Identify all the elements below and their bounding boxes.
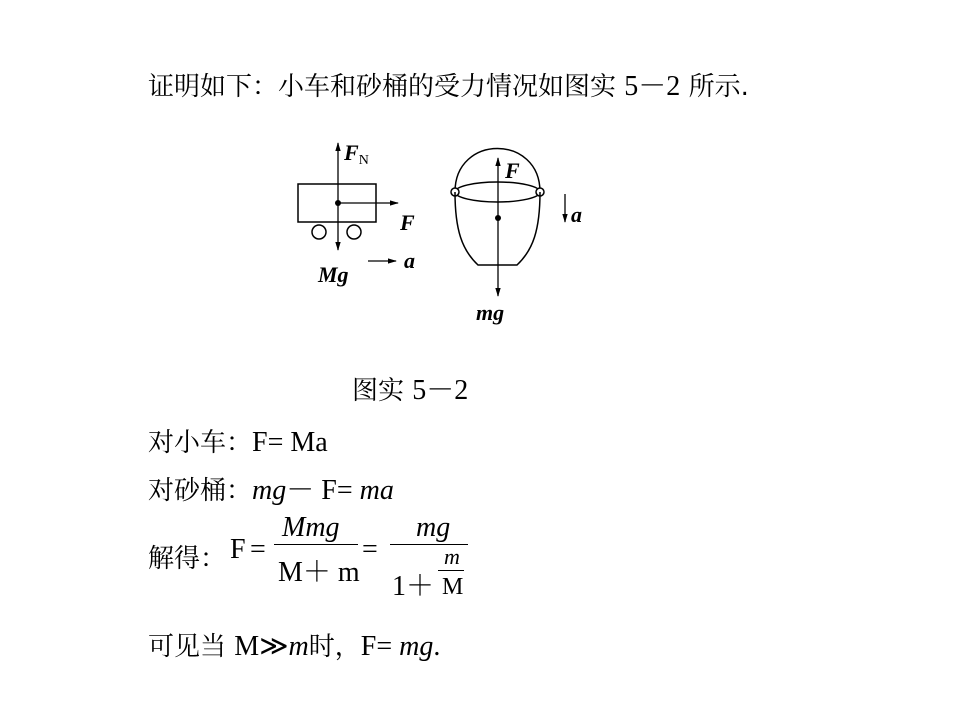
equation-conclusion <box>148 632 440 662</box>
bucket <box>451 149 582 326</box>
solution-inner-bar <box>438 570 464 571</box>
solution-fraction1-numerator: Mmg <box>282 512 340 543</box>
equation-bucket <box>148 476 394 506</box>
figure-caption <box>352 368 468 408</box>
intro-end: 所示. <box>688 72 749 102</box>
solution-prefix: 解得： <box>148 544 227 574</box>
caption-text: 图实 <box>352 376 405 406</box>
solution-inner-numerator: m <box>444 544 460 569</box>
equation-bucket-minus-F: － F <box>286 475 337 506</box>
label-car-acceleration: a <box>404 248 415 273</box>
conclusion-prefix: 可见当 <box>148 632 227 662</box>
solution-fraction2-denominator-lead: 1＋ <box>392 571 435 602</box>
equation-bucket-lhs: mg <box>252 475 287 506</box>
label-bucket-acceleration: a <box>571 202 582 227</box>
equation-car-prefix: 对小车： <box>148 428 253 458</box>
solution-equals-2: = <box>362 534 378 565</box>
label-car-tension: F <box>400 210 415 235</box>
equation-car-equals: = <box>267 427 291 458</box>
equation-bucket-prefix: 对砂桶： <box>148 476 253 506</box>
label-bucket-weight: mg <box>476 300 505 325</box>
equation-car-F: F <box>252 427 268 458</box>
label-bucket-tension: F <box>505 158 520 183</box>
conclusion-end: . <box>433 631 441 662</box>
conclusion-mg: mg <box>399 631 434 662</box>
solution-equals-1: = <box>250 534 266 565</box>
intro-sentence: 证明如下：小车和砂桶的受力情况如图实 <box>148 72 617 102</box>
solution-fraction1-denominator: M＋ m <box>278 557 360 588</box>
intro-figure-ref: 5－2 <box>624 71 681 102</box>
equation-car <box>148 428 328 458</box>
solution-fraction2-numerator: mg <box>416 512 451 543</box>
equation-bucket-equals: = <box>336 475 360 506</box>
conclusion-F: F <box>360 631 377 662</box>
conclusion-relation: ≫ <box>259 631 289 662</box>
car-wheel-left <box>312 225 326 239</box>
label-car-weight: Mg <box>318 262 349 287</box>
label-normal-force: FN <box>344 140 369 168</box>
solution-inner-denominator: M <box>442 574 464 600</box>
solution-fraction1-bar <box>274 544 358 545</box>
force-diagram <box>280 130 610 330</box>
conclusion-equals: = <box>376 631 400 662</box>
solution-F: F <box>230 534 246 565</box>
conclusion-M: M <box>234 631 260 662</box>
intro-text <box>148 72 749 102</box>
equation-car-rhs: Ma <box>290 427 328 458</box>
equation-bucket-rhs: ma <box>359 475 394 506</box>
car-wheel-right <box>347 225 361 239</box>
caption-number: 5－2 <box>412 375 469 406</box>
car <box>298 140 415 287</box>
conclusion-time: 时， <box>308 632 361 662</box>
conclusion-m: m <box>288 631 309 662</box>
